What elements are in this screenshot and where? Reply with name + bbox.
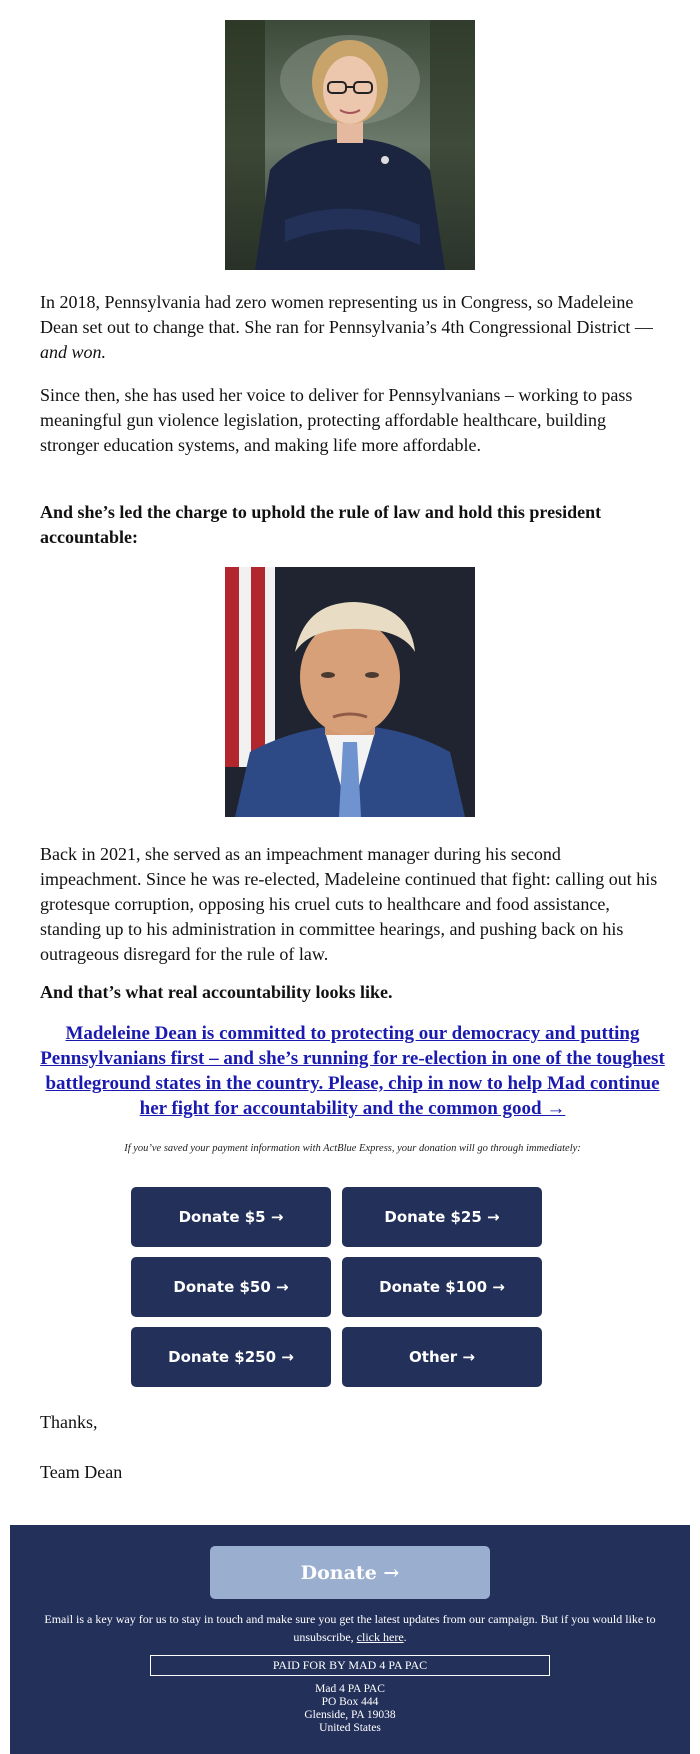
accountability-statement: And that’s what real accountability looks like. (40, 982, 393, 1002)
unsubscribe-period: . (403, 1630, 407, 1644)
donate-100-button[interactable]: Donate $100 → (342, 1257, 542, 1317)
accountability-heading: And she’s led the charge to uphold the rule of law and hold this president accountable: (40, 502, 602, 547)
footer (10, 1525, 690, 1754)
record-paragraph: Since then, she has used her voice to deliver for Pennsylvanians – working to pass meaningful gun violence legislation, protecting affordable healthcare, building stronger education systems, and making life more affordable. (40, 385, 633, 455)
address-line-1: Mad 4 PA PAC (315, 1683, 385, 1695)
unsubscribe-notice (40, 1610, 660, 1646)
impeachment-paragraph: Back in 2021, she served as an impeachment manager during his second impeachment. Since he was re-elected, Madeleine continued that fight: calling out his grotesque corruption, opposing his cruel cuts to healthcare and food assistance, standing up to his administration in committee hearings, and pushing back on his outrageous disregard for the rule of law. (40, 844, 658, 964)
thanks-text: Thanks, (40, 1412, 98, 1432)
chip-in-link[interactable]: Madeleine Dean is committed to protecting our democracy and putting Pennsylvanians first – and she’s running for re-election in one of the toughest battleground states in the country. Please, chip in now to help Mad continue her fight for accountability and the common good → (40, 1023, 665, 1119)
donate-250-button[interactable]: Donate $250 → (131, 1327, 331, 1387)
dean-portrait-image (225, 20, 475, 270)
paid-for-disclaimer: PAID FOR BY MAD 4 PA PAC (150, 1655, 550, 1676)
donate-25-button[interactable]: Donate $25 → (342, 1187, 542, 1247)
donate-50-button[interactable]: Donate $50 → (131, 1257, 331, 1317)
unsubscribe-text: Email is a key way for us to stay in touch and make sure you get the latest updates from our campaign. But if you would like to unsubscribe, (44, 1612, 656, 1644)
intro-text: In 2018, Pennsylvania had zero women representing us in Congress, so Madeleine Dean set out to change that. She ran for Pennsylvania’s 4th Congressional District — (40, 292, 653, 337)
president-portrait-image (225, 567, 475, 817)
footer-donate-button[interactable]: Donate → (210, 1546, 490, 1599)
president-photo (225, 567, 475, 817)
madeleine-dean-photo (225, 20, 475, 270)
address-line-2: PO Box 444 (321, 1696, 379, 1708)
unsubscribe-link[interactable]: click here (356, 1630, 404, 1644)
intro-emphasis: and won. (40, 342, 107, 362)
signoff-text: Team Dean (40, 1462, 123, 1482)
mailing-address (10, 1683, 690, 1735)
address-line-4: United States (319, 1722, 381, 1734)
donate-other-button[interactable]: Other → (342, 1327, 542, 1387)
donate-5-button[interactable]: Donate $5 → (131, 1187, 331, 1247)
intro-paragraph (40, 290, 665, 365)
actblue-express-note: If you’ve saved your payment information with ActBlue Express, your donation will go through immediately: (124, 1143, 581, 1154)
address-line-3: Glenside, PA 19038 (304, 1709, 396, 1721)
